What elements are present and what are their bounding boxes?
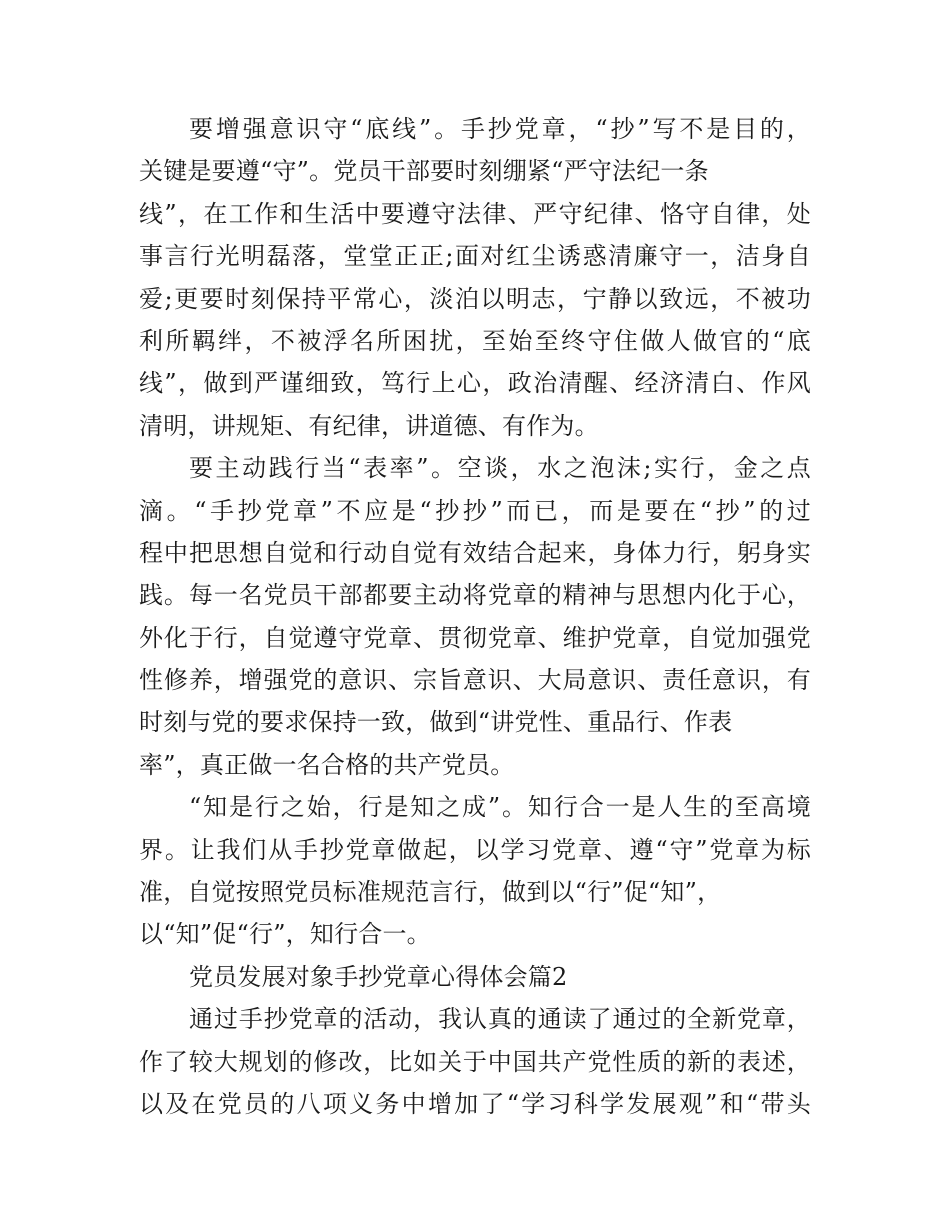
text-line: 爱;更要时刻保持平常心，淡泊以明志，宁静以致远，不被功	[139, 284, 811, 313]
text-line: 关键是要遵“守”。党员干部要时刻绷紧“严守法纪一条	[139, 157, 709, 186]
text-line: 时刻与党的要求保持一致，做到“讲党性、重品行、作表	[139, 708, 733, 737]
text-line: 以及在党员的八项义务中增加了“学习科学发展观”和“带头	[139, 1089, 811, 1118]
text-line: 清明，讲规矩、有纪律，讲道德、有作为。	[139, 411, 599, 440]
text-line: 线”，做到严谨细致，笃行上心，政治清醒、经济清白、作风	[139, 369, 811, 398]
text-line: 党员发展对象手抄党章心得体会篇2	[189, 962, 568, 991]
text-line: 要主动践行当“表率”。空谈，水之泡沫;实行，金之点	[189, 454, 811, 483]
text-line: 作了较大规划的修改，比如关于中国共产党性质的新的表述，	[139, 1047, 811, 1076]
text-line: 准，自觉按照党员标准规范言行，做到以“行”促“知”，	[139, 878, 722, 907]
text-line: 性修养，增强党的意识、宗旨意识、大局意识、责任意识，有	[139, 666, 811, 695]
document-body	[139, 108, 811, 1125]
text-line: 线”，在工作和生活中要遵守法律、严守纪律、恪守自律，处	[139, 199, 811, 228]
text-line: 要增强意识守“底线”。手抄党章，“抄”写不是目的，	[189, 115, 811, 143]
text-line: “知是行之始，行是知之成”。知行合一是人生的至高境	[189, 793, 811, 822]
text-line: 程中把思想自觉和行动自觉有效结合起来，身体力行，躬身实	[139, 538, 811, 567]
text-line: 外化于行，自觉遵守党章、贯彻党章、维护党章，自觉加强党	[139, 623, 811, 652]
text-line: 以“知”促“行”，知行合一。	[139, 920, 431, 949]
text-line: 践。每一名党员干部都要主动将党章的精神与思想内化于心，	[139, 581, 811, 610]
text-line: 率”，真正做一名合格的共产党员。	[139, 750, 515, 779]
text-line: 滴。“手抄党章”不应是“抄抄”而已，而是要在“抄”的过	[139, 496, 811, 525]
text-line: 通过手抄党章的活动，我认真的通读了通过的全新党章，	[189, 1005, 811, 1034]
text-line: 事言行光明磊落，堂堂正正;面对红尘诱惑清廉守一，洁身自	[139, 242, 811, 271]
text-line: 界。让我们从手抄党章做起，以学习党章、遵“守”党章为标	[139, 835, 811, 864]
text-line: 利所羁绊，不被浮名所困扰，至始至终守住做人做官的“底	[139, 326, 811, 355]
